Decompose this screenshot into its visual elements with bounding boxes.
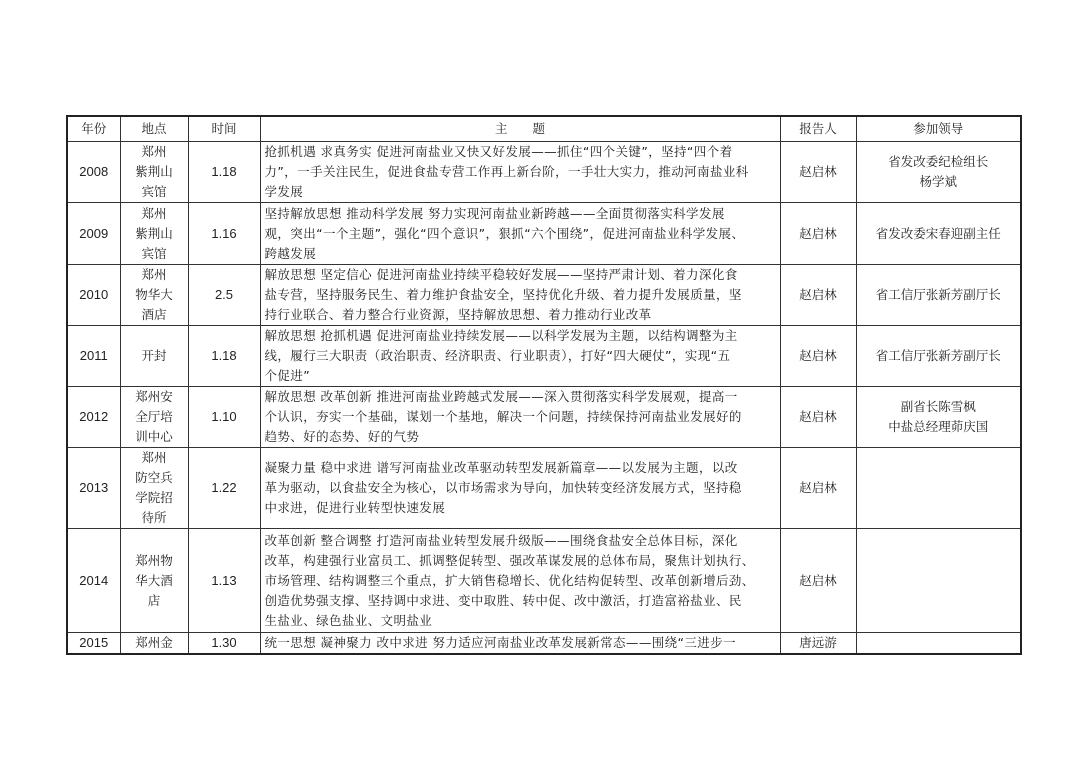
theme-cell	[260, 633, 780, 655]
leaders-line: 杨学斌	[919, 174, 957, 189]
leaders-cell	[856, 529, 1021, 633]
time-cell: 1.22	[188, 448, 260, 529]
theme-line: 市场管理、结构调整三个重点，扩大销售稳增长、优化结构促转型、改革创新增后劲、	[264, 572, 755, 588]
theme-line: 坚持解放思想 推动科学发展 努力实现河南盐业新跨越——全面贯彻落实科学发展	[264, 205, 725, 221]
year-cell: 2014	[67, 529, 120, 633]
header-theme: 主 题	[260, 116, 780, 142]
theme-cell	[260, 203, 780, 265]
place-line: 训中心	[135, 429, 173, 444]
theme-line: 解放思想 抢抓机遇 促进河南盐业持续发展——以科学发展为主题，以结构调整为主	[264, 328, 738, 343]
theme-line: 改革创新 整合调整 打造河南盐业转型发展升级版——围绕食盐安全总体目标，深化	[264, 532, 738, 548]
time-cell: 2.5	[188, 265, 260, 326]
theme-line: 统一思想 凝神聚力 改中求进 努力适应河南盐业改革发展新常态——围绕“三进步一	[264, 635, 736, 650]
place-line: 郑州	[141, 205, 167, 221]
leaders-line: 省工信厅张新芳副厅长	[875, 287, 1001, 302]
header-place: 地点	[120, 116, 188, 142]
theme-cell	[260, 142, 780, 203]
place-line: 待所	[141, 510, 167, 525]
reporter-cell: 赵启林	[780, 326, 856, 387]
place-line: 宾馆	[141, 184, 167, 199]
theme-line: 盐专营，坚持服务民生、着力维护食盐安全，坚持优化升级、着力提升发展质量，坚	[264, 287, 742, 302]
year-cell: 2013	[67, 448, 120, 529]
table-row	[67, 448, 1021, 529]
theme-line: 创造优势强支撑、坚持调中求进、变中取胜、转中促、改中激活，打造富裕盐业、民	[264, 592, 742, 608]
place-cell	[120, 203, 188, 265]
place-line: 郑州	[141, 267, 167, 282]
reporter-cell: 赵启林	[780, 203, 856, 265]
place-line: 学院招	[135, 490, 173, 505]
leaders-line: 省发改委纪检组长	[888, 154, 989, 169]
year-cell: 2012	[67, 387, 120, 448]
table-row	[67, 142, 1021, 203]
leaders-line: 省发改委宋春迎副主任	[875, 225, 1001, 241]
place-line: 郑州金	[135, 635, 173, 650]
theme-cell	[260, 529, 780, 633]
place-cell	[120, 633, 188, 655]
leaders-cell	[856, 387, 1021, 448]
leaders-line: 副省长陈雪枫	[900, 399, 976, 414]
leaders-line: 省工信厅张新芳副厅长	[875, 348, 1001, 363]
place-cell	[120, 448, 188, 529]
time-cell: 1.18	[188, 142, 260, 203]
place-line: 郑州物	[135, 552, 173, 568]
header-time: 时间	[188, 116, 260, 142]
place-cell	[120, 387, 188, 448]
header-leaders: 参加领导	[856, 116, 1021, 142]
reporter-cell: 赵启林	[780, 448, 856, 529]
place-line: 酒店	[141, 307, 167, 322]
place-line: 郑州	[141, 144, 167, 159]
year-cell: 2011	[67, 326, 120, 387]
place-cell	[120, 326, 188, 387]
table-row	[67, 265, 1021, 326]
theme-line: 线，履行三大职责（政治职责、经济职责、行业职责），打好“四大硬仗”，实现“五	[264, 348, 731, 363]
leaders-line: 中盐总经理茆庆国	[888, 419, 989, 434]
theme-line: 学发展	[264, 184, 304, 199]
header-reporter: 报告人	[780, 116, 856, 142]
theme-line: 观，突出“一个主题”，强化“四个意识”，狠抓“六个围绕”，促进河南盐业科学发展、	[264, 225, 745, 241]
leaders-cell	[856, 142, 1021, 203]
theme-line: 跨越发展	[264, 245, 317, 261]
theme-cell	[260, 387, 780, 448]
place-line: 紫荆山	[135, 164, 173, 179]
theme-cell	[260, 448, 780, 529]
table-row	[67, 387, 1021, 448]
place-cell	[120, 142, 188, 203]
place-line: 郑州安	[135, 389, 173, 404]
reporter-cell: 赵启林	[780, 529, 856, 633]
time-cell: 1.16	[188, 203, 260, 265]
theme-cell	[260, 265, 780, 326]
theme-line: 改革，构建强行业富员工、抓调整促转型、强改革谋发展的总体布局，聚焦计划执行、	[264, 552, 755, 568]
place-cell	[120, 529, 188, 633]
table-row	[67, 633, 1021, 655]
year-cell: 2008	[67, 142, 120, 203]
theme-line: 生盐业、绿色盐业、文明盐业	[264, 612, 433, 628]
leaders-cell	[856, 265, 1021, 326]
place-line: 宾馆	[141, 245, 167, 261]
theme-line: 中求进，促进行业转型快速发展	[264, 500, 446, 515]
place-line: 郑州	[141, 450, 167, 465]
table-row	[67, 529, 1021, 633]
place-line: 紫荆山	[135, 225, 173, 241]
table-row	[67, 203, 1021, 265]
theme-cell	[260, 326, 780, 387]
place-line: 物华大	[135, 287, 173, 302]
theme-line: 解放思想 坚定信心 促进河南盐业持续平稳较好发展——坚持严肃计划、着力深化食	[264, 267, 738, 282]
leaders-cell	[856, 448, 1021, 529]
leaders-cell	[856, 633, 1021, 655]
place-line: 开封	[141, 348, 167, 363]
year-cell: 2015	[67, 633, 120, 655]
theme-line: 抢抓机遇 求真务实 促进河南盐业又快又好发展——抓住“四个关键”，坚持“四个着	[264, 144, 733, 159]
time-cell: 1.10	[188, 387, 260, 448]
place-line: 全厅培	[135, 409, 173, 424]
reporter-cell: 赵启林	[780, 265, 856, 326]
table-header-row	[67, 116, 1021, 142]
reporter-cell: 唐远游	[780, 633, 856, 655]
theme-line: 解放思想 改革创新 推进河南盐业跨越式发展——深入贯彻落实科学发展观，提高一	[264, 389, 738, 404]
theme-line: 凝聚力量 稳中求进 谱写河南盐业改革驱动转型发展新篇章——以发展为主题，以改	[264, 460, 738, 475]
leaders-cell	[856, 203, 1021, 265]
time-cell: 1.13	[188, 529, 260, 633]
place-line: 店	[147, 592, 161, 608]
year-cell: 2010	[67, 265, 120, 326]
meeting-table	[66, 115, 1022, 655]
header-year: 年份	[67, 116, 120, 142]
time-cell: 1.18	[188, 326, 260, 387]
place-line: 防空兵	[135, 470, 173, 485]
theme-line: 个认识，夯实一个基础，谋划一个基地，解决一个问题，持续保持河南盐业发展好的	[264, 409, 742, 424]
theme-line: 持行业联合、着力整合行业资源，坚持解放思想、着力推动行业改革	[264, 307, 652, 322]
reporter-cell: 赵启林	[780, 142, 856, 203]
year-cell: 2009	[67, 203, 120, 265]
theme-line: 个促进”	[264, 368, 311, 383]
theme-line: 力”，一手关注民生，促进食盐专营工作再上新台阶，一手壮大实力，推动河南盐业科	[264, 164, 749, 179]
table-row	[67, 326, 1021, 387]
place-line: 华大酒	[135, 572, 173, 588]
theme-line: 革为驱动，以食盐安全为核心，以市场需求为导向，加快转变经济发展方式，坚持稳	[264, 480, 742, 495]
leaders-cell	[856, 326, 1021, 387]
place-cell	[120, 265, 188, 326]
time-cell: 1.30	[188, 633, 260, 655]
reporter-cell: 赵启林	[780, 387, 856, 448]
theme-line: 趋势、好的态势、好的气势	[264, 429, 420, 444]
